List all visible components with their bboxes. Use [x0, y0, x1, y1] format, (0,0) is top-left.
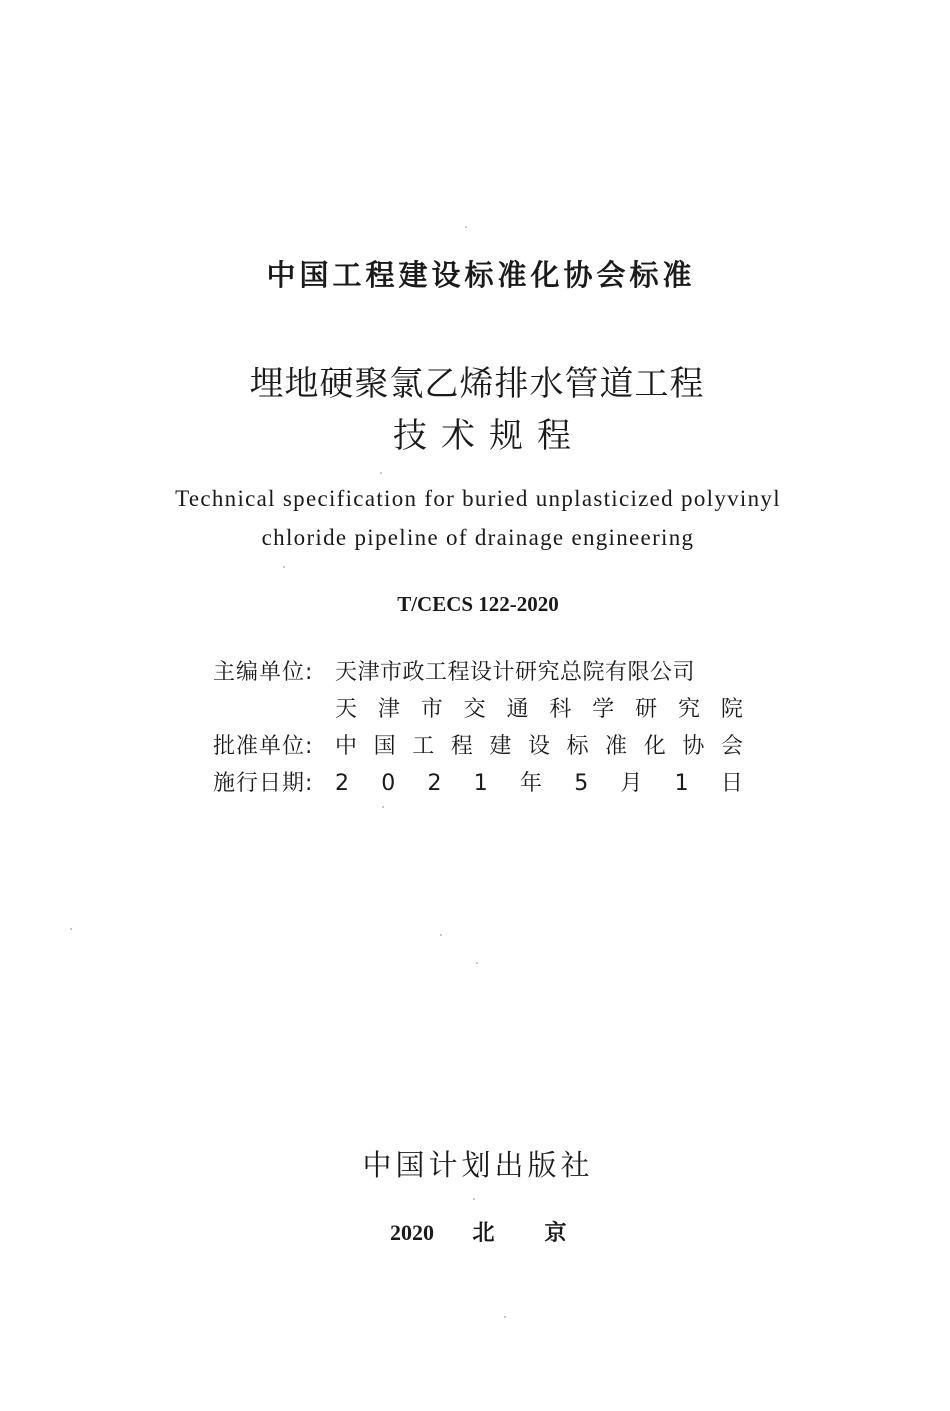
- title-english-line-1: Technical specification for buried unplasticized polyvinyl: [175, 486, 781, 511]
- scan-speck: [504, 1316, 506, 1318]
- editor-unit-2-char: 交: [463, 697, 486, 722]
- approver-unit-char: 中: [335, 734, 358, 759]
- editor-label: 主编单位:: [213, 660, 314, 685]
- scan-speck: [465, 226, 467, 228]
- approver-unit-char: 工: [412, 734, 435, 759]
- scan-speck: [380, 472, 382, 474]
- approver-row: [213, 728, 743, 765]
- effective-date-char: 月: [620, 771, 643, 796]
- effective-date-char: 1: [674, 771, 689, 796]
- approver-unit-char: 准: [605, 734, 628, 759]
- effective-label: 施行日期:: [213, 771, 314, 796]
- approver-unit: [335, 728, 743, 765]
- editor-unit-2-char: 市: [420, 697, 443, 722]
- scan-speck: [283, 566, 285, 568]
- publication-place: 北京: [472, 1221, 617, 1246]
- effective-date-char: 2: [335, 771, 349, 796]
- approver-unit-char: 化: [643, 734, 666, 759]
- association-standard-heading: 中国工程建设标准化协会标准: [266, 258, 696, 292]
- editor-unit-2-char: 科: [549, 697, 572, 722]
- approver-label: 批准单位:: [213, 734, 314, 759]
- effective-date-char: 日: [720, 771, 743, 796]
- effective-date-row: [213, 765, 743, 802]
- standard-number: T/CECS 122-2020: [397, 592, 559, 616]
- editor-row: [213, 654, 743, 691]
- editor-unit-2: [335, 691, 743, 728]
- title-chinese-line-1: 埋地硬聚氯乙烯排水管道工程: [249, 364, 705, 404]
- approver-unit-char: 设: [527, 734, 550, 759]
- title-english-line-2: chloride pipeline of drainage engineering: [261, 525, 695, 550]
- editor-unit-1: 天津市政工程设计研究总院有限公司: [335, 660, 696, 685]
- publication-year: 2020: [390, 1220, 434, 1245]
- publisher-name: 中国计划出版社: [362, 1148, 594, 1182]
- effective-date-char: 5: [574, 771, 589, 796]
- approver-unit-char: 程: [450, 734, 473, 759]
- effective-date-char: 2: [427, 771, 442, 796]
- editor-unit-2-char: 学: [592, 697, 615, 722]
- scan-speck: [382, 806, 384, 808]
- scan-speck: [476, 962, 478, 964]
- effective-date-char: 1: [473, 771, 488, 796]
- publication-line: [390, 1216, 617, 1247]
- effective-date-char: 年: [519, 771, 542, 796]
- effective-date-char: 0: [381, 771, 396, 796]
- editor-unit-2-char: 研: [635, 697, 658, 722]
- editor-unit-2-char: 院: [720, 697, 743, 722]
- editor-unit-2-char: 通: [506, 697, 529, 722]
- scan-speck: [440, 934, 442, 936]
- scan-speck: [70, 928, 72, 930]
- approver-unit-char: 建: [489, 734, 512, 759]
- effective-date: [335, 765, 743, 802]
- approver-unit-char: 会: [720, 734, 743, 759]
- approver-unit-char: 协: [682, 734, 705, 759]
- scan-speck: [473, 1198, 475, 1200]
- title-chinese-line-2: 技术规程: [393, 416, 585, 456]
- editor-unit-2-char: 究: [678, 697, 701, 722]
- editor-row-2: [213, 691, 743, 728]
- approver-unit-char: 标: [566, 734, 589, 759]
- approver-unit-char: 国: [373, 734, 396, 759]
- editor-unit-2-char: 天: [335, 697, 358, 722]
- info-block: [213, 654, 743, 802]
- editor-unit-2-char: 津: [377, 697, 400, 722]
